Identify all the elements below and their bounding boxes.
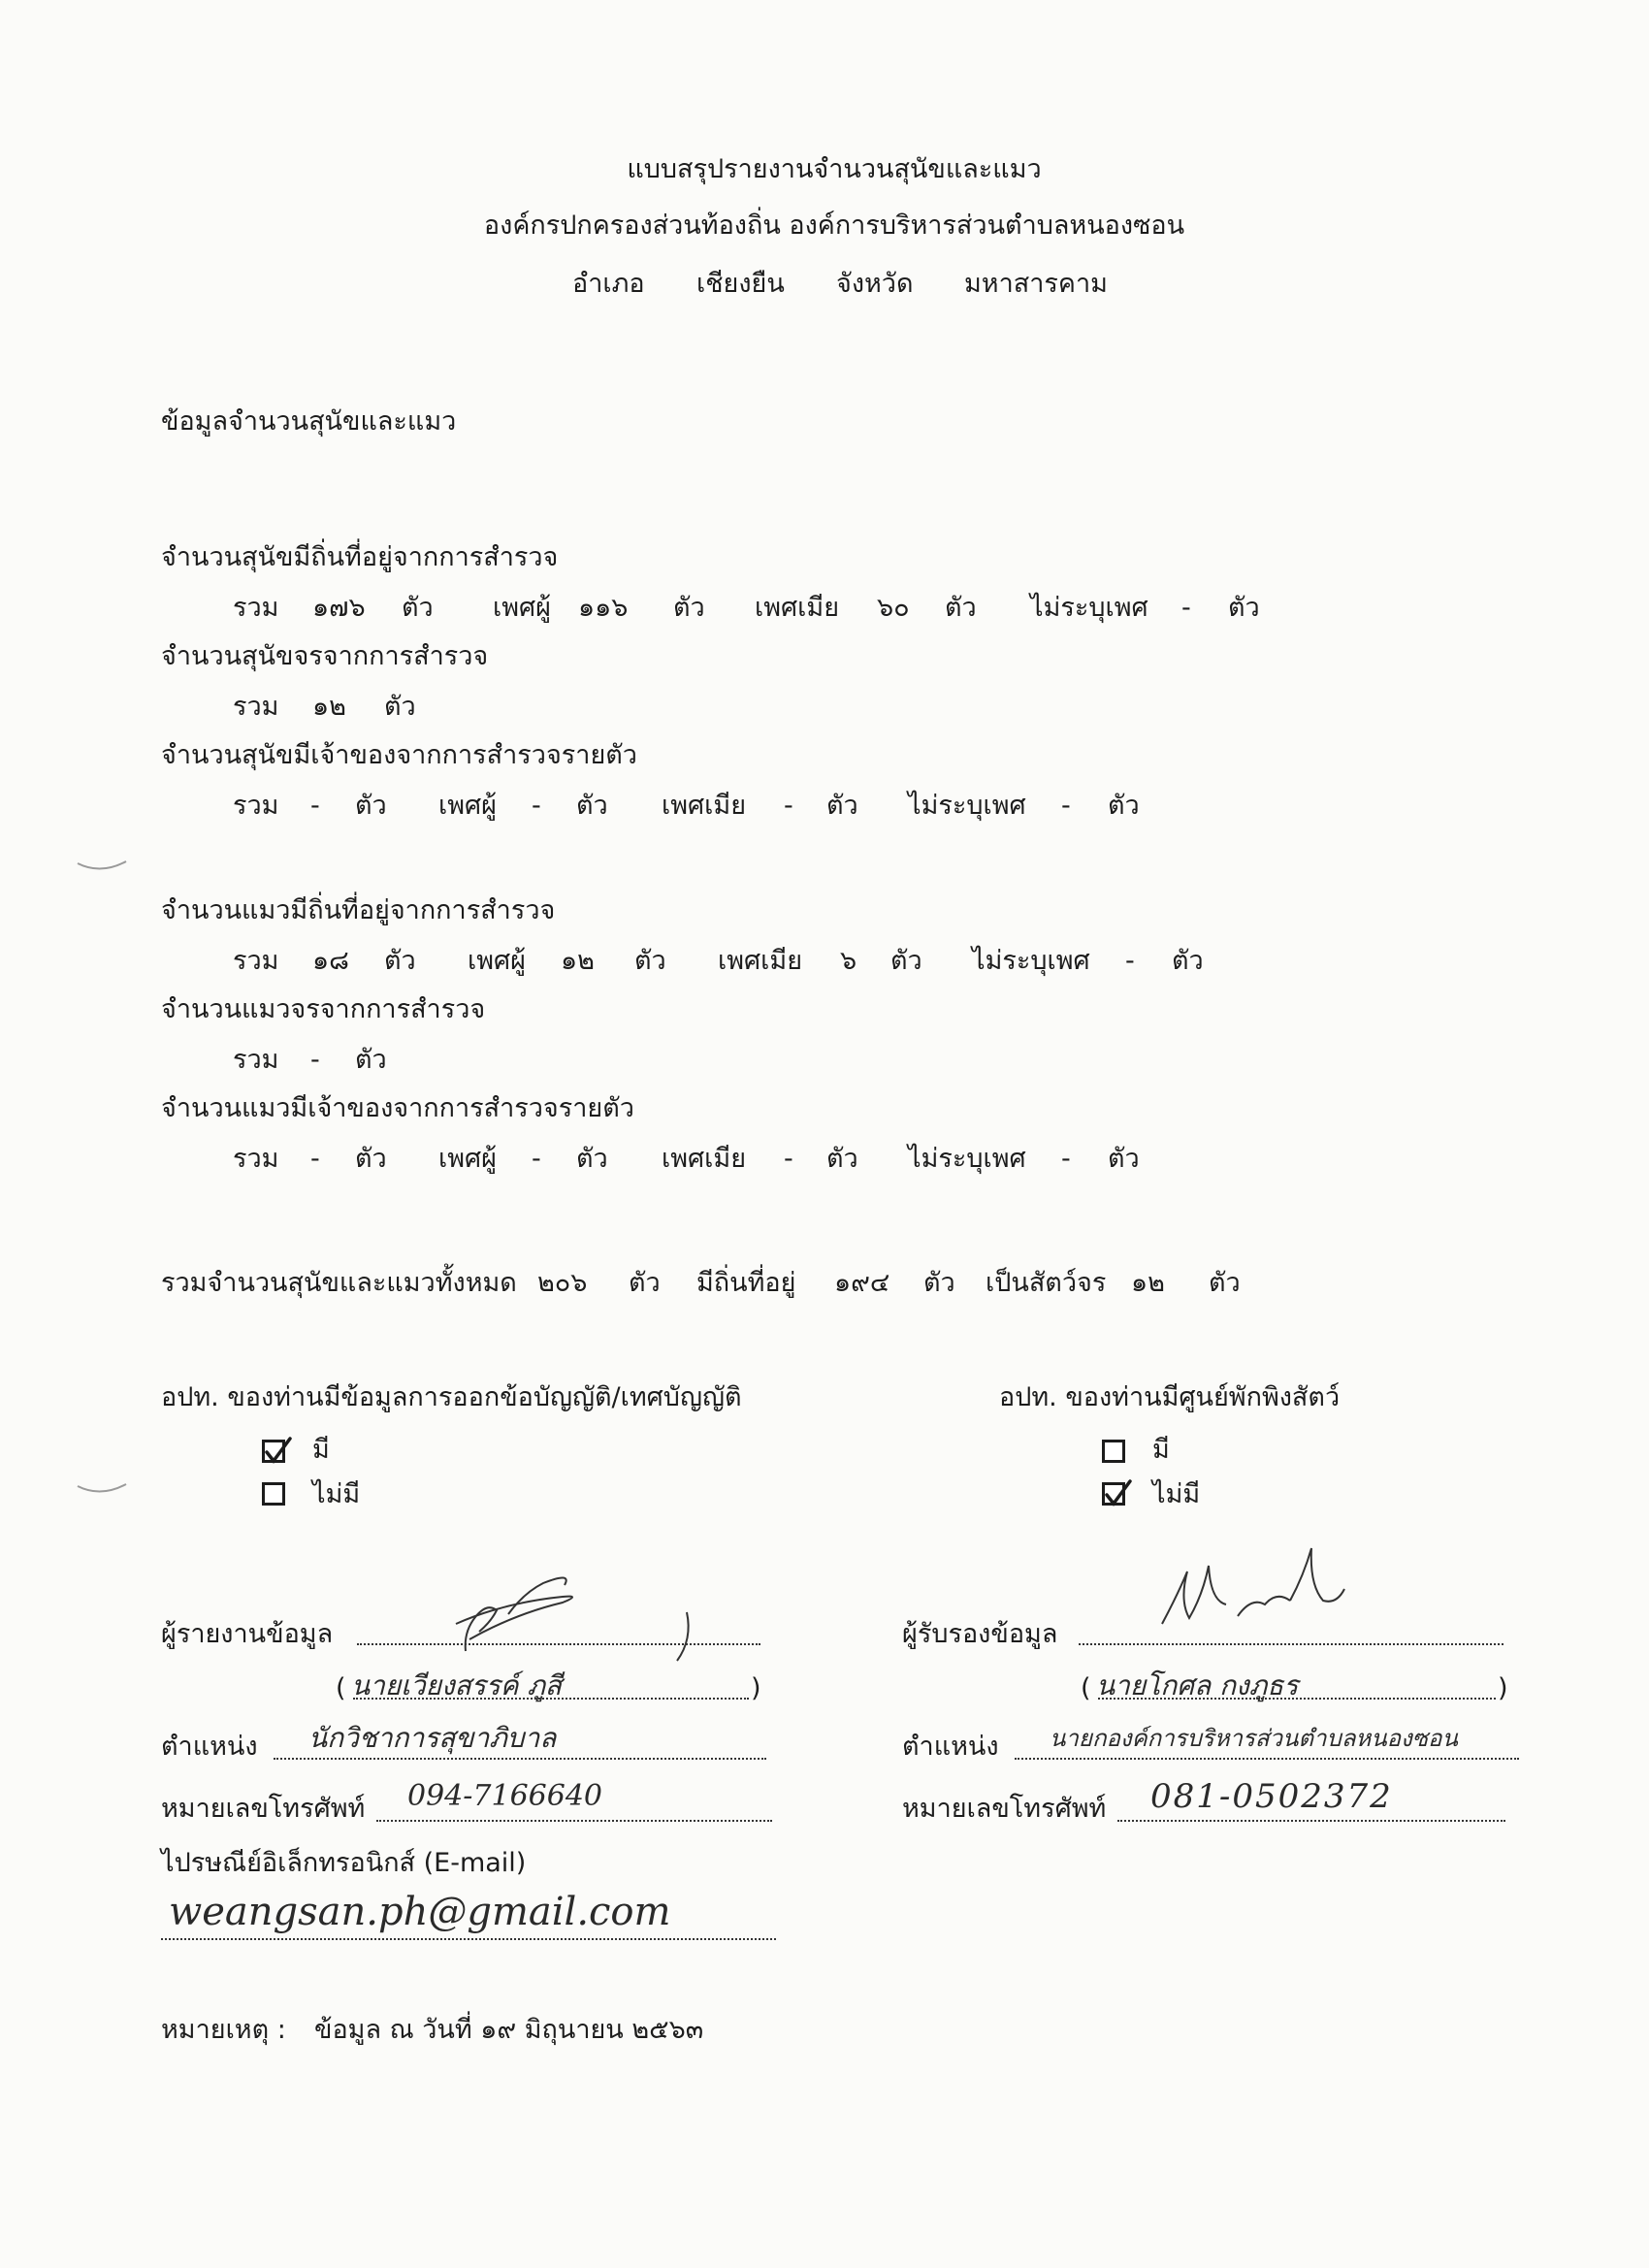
check-mark-icon xyxy=(1101,1477,1136,1512)
shelter-no-checkbox[interactable] xyxy=(1102,1482,1125,1506)
cat-resident-title: จำนวนแมวมีถิ่นที่อยู่จากการสำรวจ xyxy=(161,895,556,925)
reporter-email-label: ไปรษณีย์อิเล็กทรอนิกส์ (E-mail) xyxy=(161,1848,527,1878)
total-label: รวม xyxy=(233,692,279,722)
regulation-no-label: ไม่มี xyxy=(312,1479,361,1509)
note-row xyxy=(0,2014,1649,2047)
unit-label: ตัว xyxy=(890,946,922,976)
unit-label: ตัว xyxy=(576,1144,608,1174)
reporter-name-line xyxy=(353,1698,749,1700)
cat-stray-row xyxy=(0,1044,1649,1077)
dog-stray-row xyxy=(0,691,1649,724)
unit-label: ตัว xyxy=(826,791,858,821)
reporter-name-close-paren: ) xyxy=(751,1673,761,1703)
reporter-name-open-paren: ( xyxy=(336,1673,346,1703)
unit-label: ตัว xyxy=(384,692,416,722)
regulation-yes-checkbox[interactable] xyxy=(262,1440,285,1463)
certifier-signature-line xyxy=(1079,1643,1504,1645)
shelter-no-label: ไม่มี xyxy=(1152,1479,1201,1509)
cat-owned-unspecified: - xyxy=(1061,1144,1071,1174)
female-label: เพศเมีย xyxy=(662,1144,747,1174)
province-label: จังหวัด xyxy=(836,269,914,299)
dog-resident-total: ๑๗๖ xyxy=(312,593,366,623)
unit-label: ตัว xyxy=(355,1144,387,1174)
reporter-phone: 094-7166640 xyxy=(407,1779,603,1813)
total-label: รวม xyxy=(233,791,279,821)
section-title: ข้อมูลจำนวนสุนัขและแมว xyxy=(161,406,457,437)
cat-resident-male: ๑๒ xyxy=(561,946,595,976)
dog-resident-unspecified: - xyxy=(1181,593,1191,623)
unspecified-label: ไม่ระบุเพศ xyxy=(908,791,1026,821)
unit-label: ตัว xyxy=(402,593,434,623)
total-label: รวม xyxy=(233,1144,279,1174)
female-label: เพศเมีย xyxy=(662,791,747,821)
cat-stray-total: - xyxy=(310,1045,320,1075)
shelter-yes-label: มี xyxy=(1152,1435,1170,1465)
summary-row xyxy=(0,1267,1649,1300)
unspecified-label: ไม่ระบุเพศ xyxy=(1030,593,1148,623)
reporter-email: weangsan.ph@gmail.com xyxy=(169,1890,671,1934)
regulation-yes-label: มี xyxy=(312,1435,330,1465)
dog-owned-row xyxy=(0,790,1649,823)
male-label: เพศผู้ xyxy=(438,791,497,821)
dog-resident-title: จำนวนสุนัขมีถิ่นที่อยู่จากการสำรวจ xyxy=(161,542,559,572)
dog-owned-female: - xyxy=(784,791,793,821)
unit-label: ตัว xyxy=(1108,1144,1140,1174)
unit-label: ตัว xyxy=(576,791,608,821)
dog-owned-title: จำนวนสุนัขมีเจ้าของจากการสำรวจรายตัว xyxy=(161,740,637,770)
hole-punch-mark-icon xyxy=(76,1463,134,1511)
summary-stray: ๑๒ xyxy=(1131,1268,1165,1298)
certifier-name-open-paren: ( xyxy=(1081,1673,1091,1703)
cat-owned-total: - xyxy=(310,1144,320,1174)
certifier-label: ผู้รับรองข้อมูล xyxy=(902,1619,1058,1649)
cat-owned-row xyxy=(0,1143,1649,1176)
reporter-phone-label: หมายเลขโทรศัพท์ xyxy=(161,1794,366,1824)
unit-label: ตัว xyxy=(1108,791,1140,821)
note-text: ข้อมูล ณ วันที่ ๑๙ มิถุนายน ๒๕๖๓ xyxy=(314,2015,704,2045)
certifier-name: นายโกศล กงภูธร xyxy=(1096,1669,1299,1701)
dog-owned-unspecified: - xyxy=(1061,791,1071,821)
cat-resident-row xyxy=(0,945,1649,978)
unit-label: ตัว xyxy=(1172,946,1204,976)
dog-resident-row xyxy=(0,592,1649,625)
reporter-phone-line xyxy=(376,1820,772,1822)
regulation-no-checkbox[interactable] xyxy=(262,1482,285,1506)
summary-total: ๒๐๖ xyxy=(537,1268,588,1298)
dog-resident-male: ๑๑๖ xyxy=(578,593,629,623)
unit-label: ตัว xyxy=(355,791,387,821)
certifier-position-label: ตำแหน่ง xyxy=(902,1732,999,1762)
certifier-name-close-paren: ) xyxy=(1498,1673,1508,1703)
unit-label: ตัว xyxy=(629,1268,661,1298)
male-label: เพศผู้ xyxy=(493,593,551,623)
unit-label: ตัว xyxy=(1209,1268,1241,1298)
male-label: เพศผู้ xyxy=(438,1144,497,1174)
certifier-phone: 081-0502372 xyxy=(1150,1777,1393,1816)
cat-resident-total: ๑๘ xyxy=(312,946,349,976)
summary-resident: ๑๙๔ xyxy=(834,1268,890,1298)
note-label: หมายเหตุ : xyxy=(161,2015,286,2045)
location-line xyxy=(0,268,1649,301)
summary-stray-label: เป็นสัตว์จร xyxy=(986,1268,1107,1298)
unit-label: ตัว xyxy=(355,1045,387,1075)
total-label: รวม xyxy=(233,1045,279,1075)
dog-owned-male: - xyxy=(532,791,541,821)
unit-label: ตัว xyxy=(826,1144,858,1174)
reporter-label: ผู้รายงานข้อมูล xyxy=(161,1619,334,1649)
dog-stray-title: จำนวนสุนัขจรจากการสำรวจ xyxy=(161,641,489,671)
dog-stray-total: ๑๒ xyxy=(312,692,346,722)
unit-label: ตัว xyxy=(1228,593,1260,623)
unspecified-label: ไม่ระบุเพศ xyxy=(972,946,1090,976)
certifier-signature xyxy=(1145,1537,1397,1643)
cat-stray-title: จำนวนแมวจรจากการสำรวจ xyxy=(161,994,486,1024)
total-label: รวม xyxy=(233,593,279,623)
district-label: อำเภอ xyxy=(572,269,645,299)
unspecified-label: ไม่ระบุเพศ xyxy=(908,1144,1026,1174)
certifier-phone-line xyxy=(1117,1820,1505,1822)
shelter-question: อปท. ของท่านมีศูนย์พักพิงสัตว์ xyxy=(999,1382,1341,1412)
reporter-position-label: ตำแหน่ง xyxy=(161,1732,258,1762)
cat-resident-unspecified: - xyxy=(1125,946,1135,976)
certifier-name-line xyxy=(1098,1698,1496,1700)
unit-label: ตัว xyxy=(634,946,666,976)
cat-owned-male: - xyxy=(532,1144,541,1174)
shelter-yes-checkbox[interactable] xyxy=(1102,1440,1125,1463)
province-value: มหาสารคาม xyxy=(964,269,1108,299)
check-mark-icon xyxy=(261,1435,296,1470)
reporter-position: นักวิชาการสุขาภิบาล xyxy=(308,1722,557,1754)
female-label: เพศเมีย xyxy=(755,593,840,623)
reporter-name: นายเวียงสรรค์ ภูสี xyxy=(351,1669,562,1701)
unit-label: ตัว xyxy=(923,1268,955,1298)
total-label: รวม xyxy=(233,946,279,976)
cat-resident-female: ๖ xyxy=(840,946,857,976)
female-label: เพศเมีย xyxy=(718,946,803,976)
reporter-email-line xyxy=(161,1938,776,1940)
dog-owned-total: - xyxy=(310,791,320,821)
regulation-question: อปท. ของท่านมีข้อมูลการออกข้อบัญญัติ/เทศบัญญัติ xyxy=(161,1382,742,1412)
organization-line: องค์กรปกครองส่วนท้องถิ่น องค์การบริหารส่วนตำบลหนองซอน xyxy=(483,211,1185,241)
reporter-signature xyxy=(407,1564,698,1670)
certifier-position: นายกองค์การบริหารส่วนตำบลหนองซอน xyxy=(1050,1725,1458,1752)
unit-label: ตัว xyxy=(673,593,705,623)
dog-resident-female: ๖๐ xyxy=(877,593,910,623)
summary-label: รวมจำนวนสุนัขและแมวทั้งหมด xyxy=(161,1268,517,1298)
male-label: เพศผู้ xyxy=(468,946,526,976)
certifier-phone-label: หมายเลขโทรศัพท์ xyxy=(902,1794,1107,1824)
certifier-position-line xyxy=(1015,1758,1519,1760)
district-value: เชียงยืน xyxy=(696,269,785,299)
unit-label: ตัว xyxy=(945,593,977,623)
cat-owned-female: - xyxy=(784,1144,793,1174)
form-title: แบบสรุปรายงานจำนวนสุนัขและแมว xyxy=(627,154,1042,184)
summary-resident-label: มีถิ่นที่อยู่ xyxy=(696,1268,796,1298)
hole-punch-mark-icon xyxy=(76,830,134,879)
unit-label: ตัว xyxy=(384,946,416,976)
cat-owned-title: จำนวนแมวมีเจ้าของจากการสำรวจรายตัว xyxy=(161,1093,634,1123)
